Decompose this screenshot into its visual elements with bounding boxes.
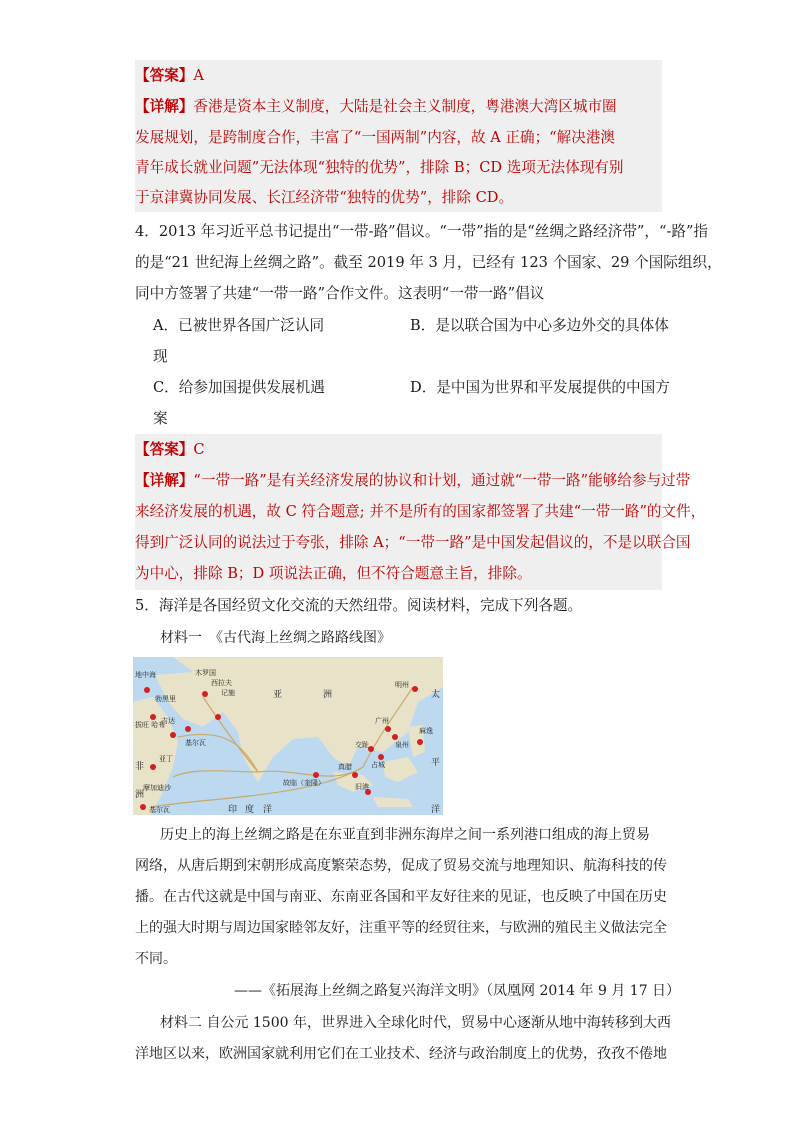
port-marker xyxy=(144,687,150,693)
map-label: 木罗国 xyxy=(195,669,216,677)
port-marker xyxy=(150,714,156,720)
port-marker xyxy=(185,726,191,732)
port-marker xyxy=(313,772,319,778)
answer-value: A xyxy=(193,67,204,84)
map-label: 亚丁 xyxy=(159,755,173,763)
map-label: 基尔瓦 xyxy=(149,806,170,814)
detail-tag: 【详解】 xyxy=(135,472,194,489)
map-label: 真腊 xyxy=(338,763,352,771)
map-label: 洋 xyxy=(431,805,441,815)
option-b-wrap: 现 xyxy=(153,348,168,365)
map-label: 交趾 xyxy=(355,741,369,749)
map-label: 摩加迪沙 xyxy=(143,784,171,792)
map-label: 故临（奎隆） xyxy=(283,779,325,787)
map-label: 洋 xyxy=(263,805,273,815)
option-c[interactable]: C．给参加国提供发展机遇 xyxy=(153,379,325,396)
material-source: ——《拓展海上丝绸之路复兴海洋文明》（凤凰网 2014 年 9 月 17 日） xyxy=(234,983,681,999)
question-line: 4．2013 年习近平总书记提出“一带-路”倡议。“一带”指的是“丝绸之路经济带”，“-路”指 xyxy=(135,223,709,240)
option-d[interactable]: D．是中国为世界和平发展提供的中国方 xyxy=(410,379,670,396)
port-marker xyxy=(417,739,423,745)
map-label: 勃黑里 xyxy=(155,695,176,703)
map-label: 占城 xyxy=(371,761,385,769)
map-label: 基尔瓦 xyxy=(185,739,206,747)
port-marker xyxy=(170,732,176,738)
map-label: 泉州 xyxy=(395,741,409,749)
option-b[interactable]: B．是以联合国为中心多边外交的具体体 xyxy=(410,317,669,334)
map-label: 洲 xyxy=(135,790,145,800)
port-marker xyxy=(150,764,156,770)
port-marker xyxy=(385,726,391,732)
map-label: 非 xyxy=(135,762,145,772)
answer-tag: 【答案】 xyxy=(135,441,194,458)
map-label: 印 xyxy=(228,805,238,815)
port-marker xyxy=(378,754,384,760)
detail-line: 于京津冀协同发展、长江经济带“独特的优势”，排除 CD。 xyxy=(135,189,514,206)
map-label: 吉达 xyxy=(161,717,175,725)
question-line: 5．海洋是各国经贸文化交流的天然纽带。阅读材料，完成下列各题。 xyxy=(135,597,583,614)
material-paragraph: 上的强大时期与周边国家睦邻友好，注重平等的经贸往来，与欧洲的殖民主义做法完全 xyxy=(135,920,667,936)
material-paragraph: 历史上的海上丝绸之路是在东亚直到非洲东海岸之间一系列港口组成的海上贸易 xyxy=(160,827,650,843)
material-paragraph: 不同。 xyxy=(135,951,177,967)
map-label: 记施 xyxy=(221,689,235,697)
map-label: 洲 xyxy=(323,690,333,700)
detail-text: 香港是资本主义制度，大陆是社会主义制度，粤港澳大湾区城市圈 xyxy=(193,98,617,115)
answer-line-4 xyxy=(135,440,205,460)
detail-line: 为中心，排除 B；D 项说法正确，但不符合题意主旨，排除。 xyxy=(135,565,532,582)
material-two-line: 材料二 自公元 1500 年，世界进入全球化时代，贸易中心逐渐从地中海转移到大西 xyxy=(160,1015,671,1031)
map-label: 拔旺 哈布 xyxy=(135,721,166,729)
detail-line xyxy=(135,471,690,491)
question-line: 的是“21 世纪海上丝绸之路”。截至 2019 年 3 月，已经有 123 个国家、29 个国际组织， xyxy=(135,254,722,271)
answer-value: C xyxy=(193,441,205,458)
map-label: 亚 xyxy=(273,690,283,700)
option-d-wrap: 案 xyxy=(153,410,168,427)
map-label: 平 xyxy=(431,758,441,768)
material-one-title: 材料一 《古代海上丝绸之路路线图》 xyxy=(160,630,391,646)
map-label: 旧港 xyxy=(355,783,369,791)
detail-line: 青年成长就业问题”无法体现“独特的优势”，排除 B；CD 选项无法体现有别 xyxy=(135,159,624,176)
material-paragraph: 播。在古代这就是中国与南亚、东南亚各国和平友好往来的见证，也反映了中国在历史 xyxy=(135,889,667,905)
detail-text: “一带一路”是有关经济发展的协议和计划，通过就“一带一路”能够给参与过带 xyxy=(193,472,691,489)
port-marker xyxy=(392,734,398,740)
map-label: 度 xyxy=(245,805,255,815)
port-marker xyxy=(412,686,418,692)
port-marker xyxy=(202,691,208,697)
map-label: 太 xyxy=(431,690,441,700)
map-label: 西拉夫 xyxy=(211,679,232,687)
detail-line: 来经济发展的机遇，故 C 符合题意; 并不是所有的国家都签署了共建“一带一路”的文件， xyxy=(135,503,706,520)
material-two-line: 洋地区以来，欧洲国家就利用它们在工业技术、经济与政治制度上的优势，孜孜不倦地 xyxy=(135,1046,667,1062)
detail-tag: 【详解】 xyxy=(135,98,194,115)
map-label: 麻逸 xyxy=(419,727,433,735)
option-a[interactable]: A．已被世界各国广泛认同 xyxy=(153,317,325,334)
port-marker xyxy=(140,804,146,810)
answer-line-3 xyxy=(135,66,204,86)
detail-line: 得到广泛认同的说法过于夸张，排除 A；“一带一路”是中国发起倡议的，不是以联合国 xyxy=(135,534,691,551)
port-marker xyxy=(352,772,358,778)
question-line: 同中方签署了共建“一带一路”合作文件。这表明“一带一路”倡议 xyxy=(135,285,545,302)
map-label: 明州 xyxy=(395,681,409,689)
map-label: 广州 xyxy=(375,717,389,725)
map-label: 地中海 xyxy=(135,671,156,679)
detail-line: 发展规划，是跨制度合作，丰富了“一国两制”内容，故 A 正确；“解决港澳 xyxy=(135,129,616,146)
port-marker xyxy=(215,714,221,720)
material-paragraph: 网络，从唐后期到宋朝形成高度繁荣态势，促成了贸易交流与地理知识、航海科技的传 xyxy=(135,858,667,874)
silk-road-map xyxy=(133,657,443,815)
answer-tag: 【答案】 xyxy=(135,67,194,84)
detail-line xyxy=(135,97,617,117)
